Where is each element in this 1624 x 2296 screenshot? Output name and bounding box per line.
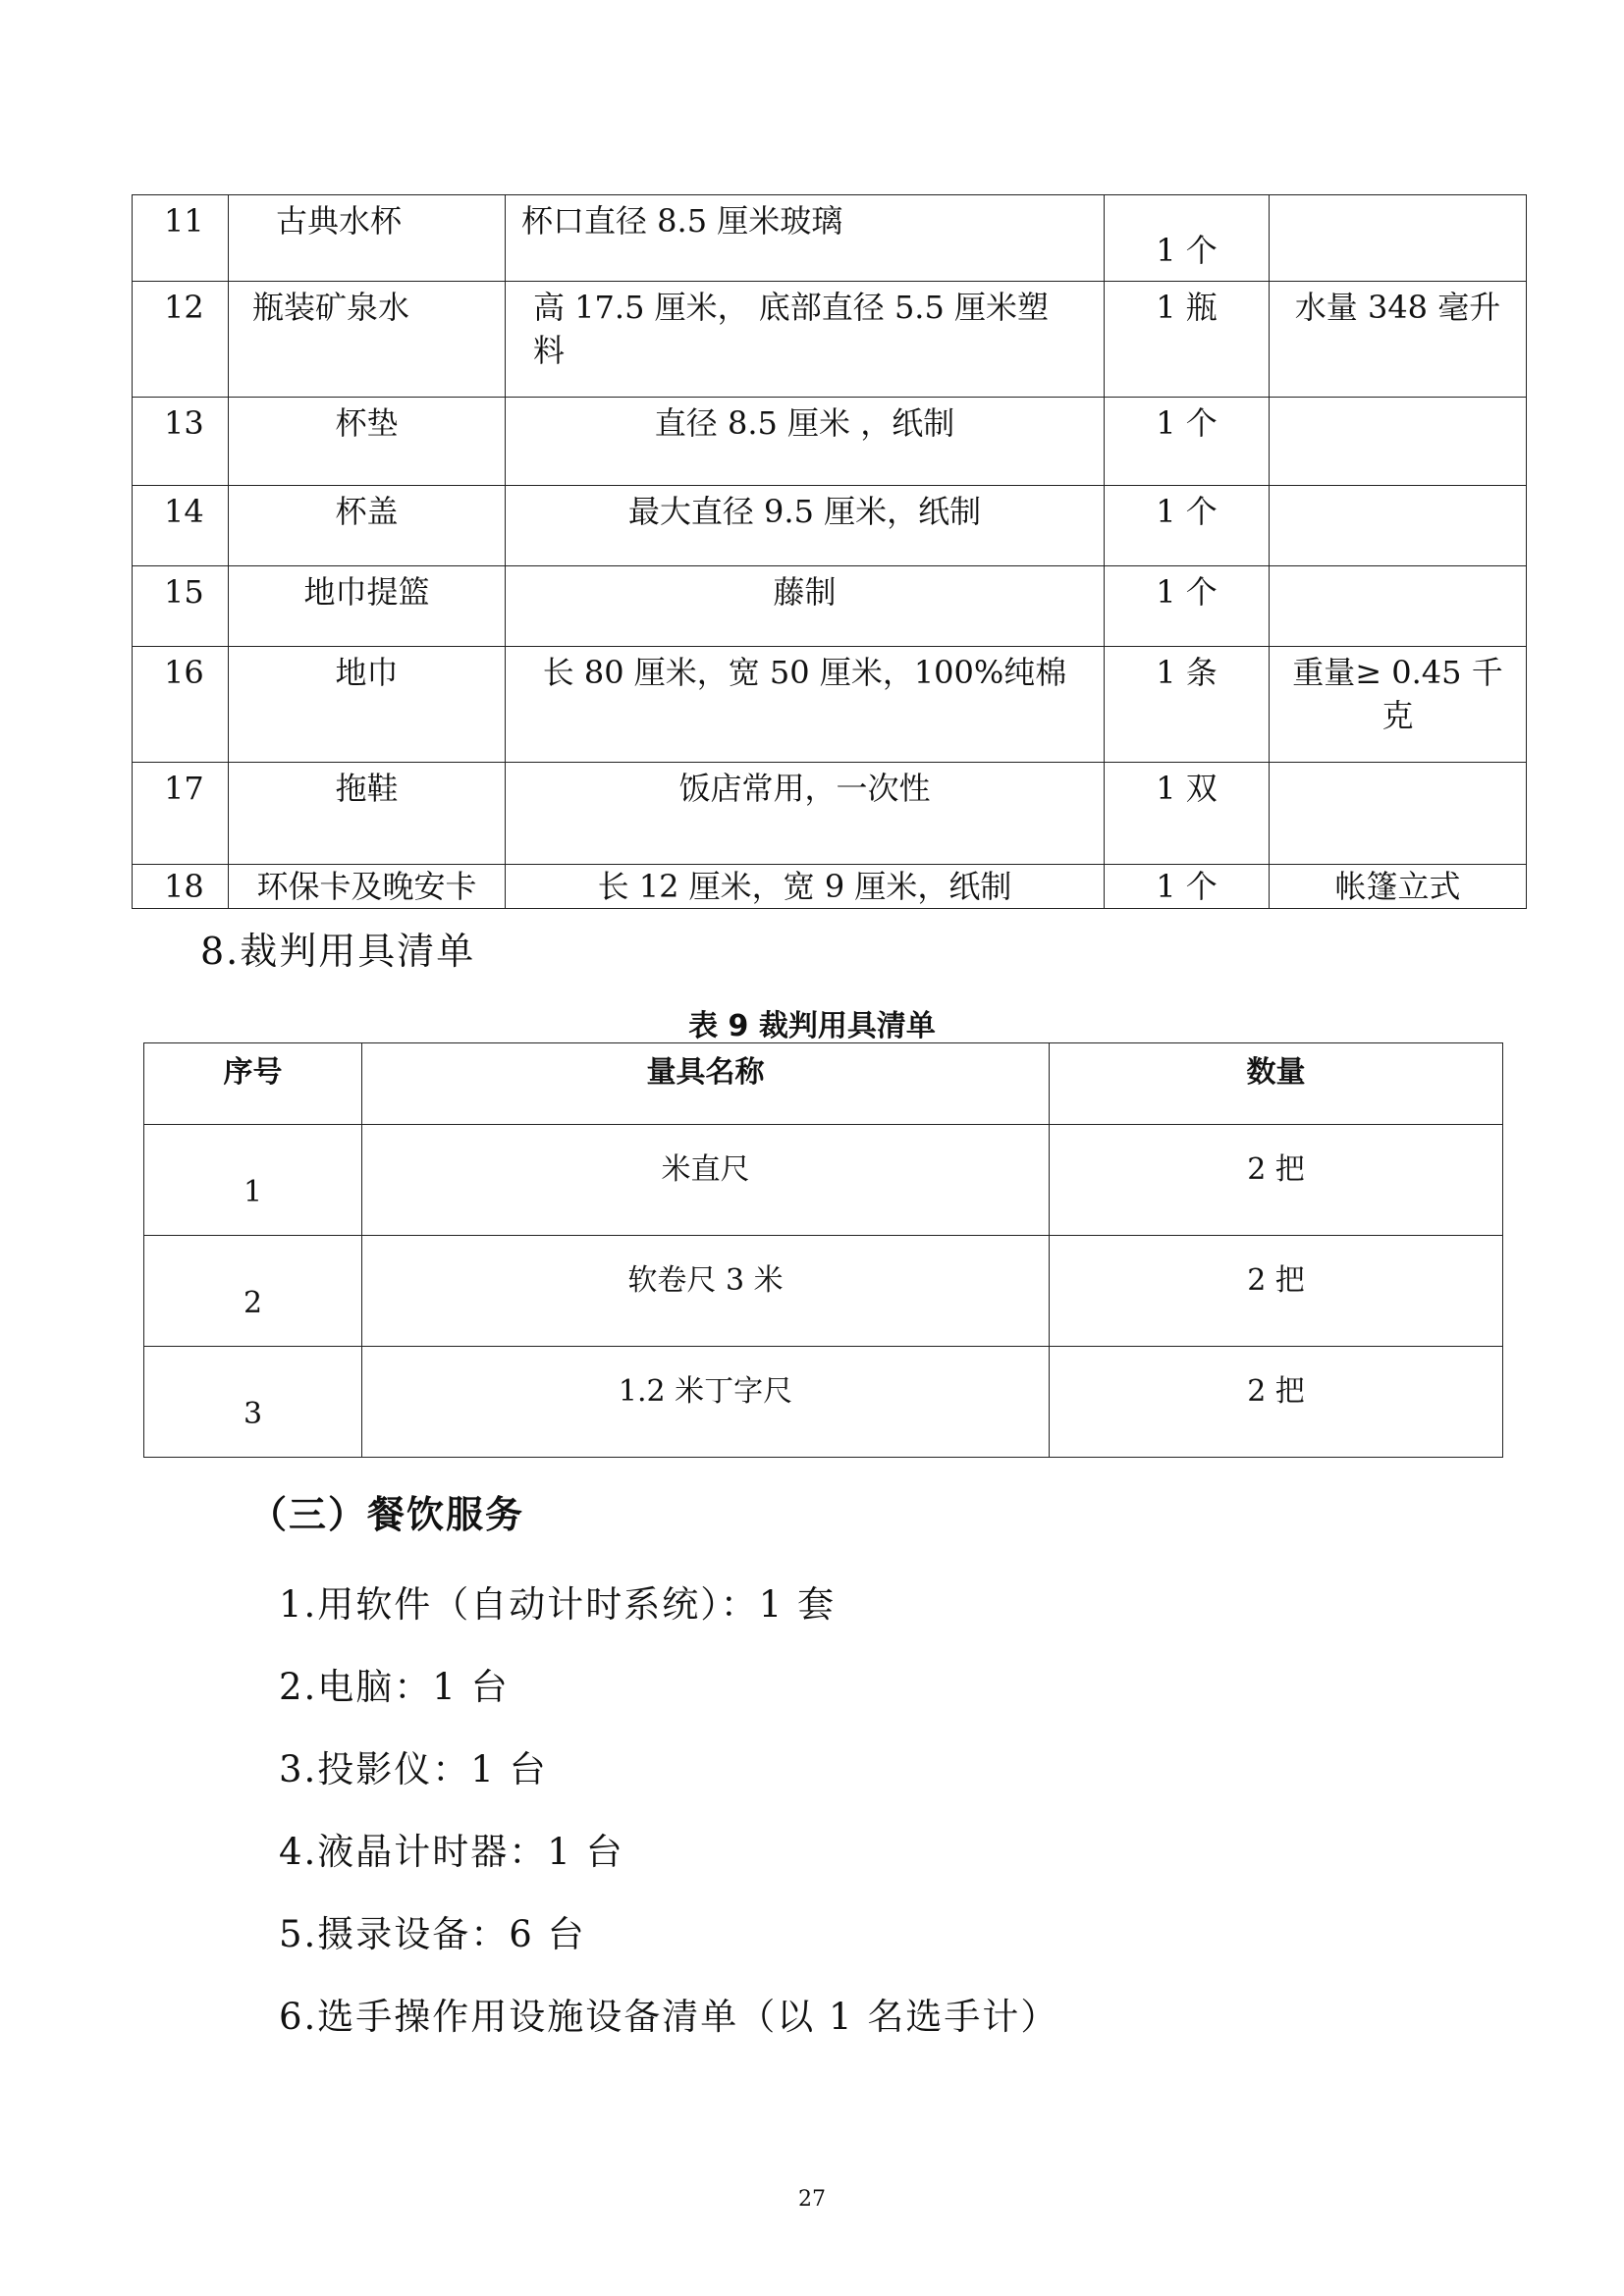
list-item: 5.摄录设备：6 台 bbox=[279, 1913, 586, 1955]
list-item: 6.选手操作用设施设备清单（以 1 名选手计） bbox=[279, 1996, 1059, 2038]
tool-name: 米直尺 bbox=[362, 1125, 1050, 1236]
item-note: 水量 348 毫升 bbox=[1270, 282, 1527, 398]
item-qty: 1 双 bbox=[1105, 763, 1270, 865]
item-qty: 1 个 bbox=[1105, 398, 1270, 486]
item-qty: 1 个 bbox=[1105, 566, 1270, 647]
row-number: 14 bbox=[133, 486, 229, 566]
row-number: 13 bbox=[133, 398, 229, 486]
item-name: 地巾提篮 bbox=[229, 566, 506, 647]
row-number: 15 bbox=[133, 566, 229, 647]
item-note bbox=[1270, 398, 1527, 486]
list-item: 1.用软件（自动计时系统）：1 套 bbox=[279, 1583, 837, 1626]
section-heading-catering: （三）餐饮服务 bbox=[249, 1493, 525, 1536]
tool-qty: 2 把 bbox=[1050, 1347, 1503, 1458]
row-number: 16 bbox=[133, 647, 229, 763]
table-row bbox=[133, 763, 1527, 865]
item-name: 古典水杯 bbox=[229, 195, 506, 282]
table-caption: 表 9 裁判用具清单 bbox=[688, 1009, 936, 1043]
table-row bbox=[144, 1125, 1503, 1236]
table-header-row bbox=[144, 1043, 1503, 1125]
item-name: 地巾 bbox=[229, 647, 506, 763]
tool-qty: 2 把 bbox=[1050, 1236, 1503, 1347]
item-name: 瓶装矿泉水 bbox=[229, 282, 506, 398]
item-qty: 1 条 bbox=[1105, 647, 1270, 763]
row-number: 2 bbox=[144, 1236, 362, 1347]
item-spec: 最大直径 9.5 厘米，纸制 bbox=[506, 486, 1105, 566]
item-spec: 直径 8.5 厘米 ，纸制 bbox=[506, 398, 1105, 486]
header-tool-name: 量具名称 bbox=[362, 1043, 1050, 1125]
item-note bbox=[1270, 195, 1527, 282]
equipment-table-continued bbox=[132, 194, 1527, 909]
item-note bbox=[1270, 763, 1527, 865]
item-qty: 1 瓶 bbox=[1105, 282, 1270, 398]
row-number: 3 bbox=[144, 1347, 362, 1458]
item-name: 杯垫 bbox=[229, 398, 506, 486]
page-number: 27 bbox=[798, 2187, 826, 2212]
row-number: 1 bbox=[144, 1125, 362, 1236]
table-row bbox=[133, 647, 1527, 763]
item-name: 环保卡及晚安卡 bbox=[229, 865, 506, 909]
table-row bbox=[133, 282, 1527, 398]
item-spec: 长 12 厘米，宽 9 厘米，纸制 bbox=[506, 865, 1105, 909]
row-number: 12 bbox=[133, 282, 229, 398]
header-quantity: 数量 bbox=[1050, 1043, 1503, 1125]
tool-name: 1.2 米丁字尺 bbox=[362, 1347, 1050, 1458]
item-spec: 长 80 厘米，宽 50 厘米，100%纯棉 bbox=[506, 647, 1105, 763]
item-spec: 杯口直径 8.5 厘米玻璃 bbox=[506, 195, 1105, 282]
item-name: 拖鞋 bbox=[229, 763, 506, 865]
row-number: 17 bbox=[133, 763, 229, 865]
item-note bbox=[1270, 566, 1527, 647]
header-index: 序号 bbox=[144, 1043, 362, 1125]
item-qty: 1 个 bbox=[1105, 865, 1270, 909]
table-row bbox=[133, 398, 1527, 486]
item-note: 重量≥ 0.45 千克 bbox=[1270, 647, 1527, 763]
table-row bbox=[133, 566, 1527, 647]
item-spec: 高 17.5 厘米， 底部直径 5.5 厘米塑料 bbox=[506, 282, 1105, 398]
table-row bbox=[133, 195, 1527, 282]
item-spec: 藤制 bbox=[506, 566, 1105, 647]
item-name: 杯盖 bbox=[229, 486, 506, 566]
list-item: 4.液晶计时器：1 台 bbox=[279, 1831, 624, 1873]
table-row bbox=[133, 486, 1527, 566]
row-number: 18 bbox=[133, 865, 229, 909]
item-qty: 1 个 bbox=[1105, 486, 1270, 566]
list-item: 3.投影仪：1 台 bbox=[279, 1748, 548, 1790]
table-row bbox=[144, 1347, 1503, 1458]
item-qty: 1 个 bbox=[1105, 195, 1270, 282]
table-row bbox=[133, 865, 1527, 909]
list-item: 2.电脑：1 台 bbox=[279, 1666, 510, 1708]
section-heading-referee-tools: 8.裁判用具清单 bbox=[200, 930, 476, 973]
row-number: 11 bbox=[133, 195, 229, 282]
table-row bbox=[144, 1236, 1503, 1347]
tool-name: 软卷尺 3 米 bbox=[362, 1236, 1050, 1347]
item-note bbox=[1270, 486, 1527, 566]
referee-tools-table bbox=[143, 1042, 1503, 1458]
tool-qty: 2 把 bbox=[1050, 1125, 1503, 1236]
item-note: 帐篷立式 bbox=[1270, 865, 1527, 909]
item-spec: 饭店常用，一次性 bbox=[506, 763, 1105, 865]
